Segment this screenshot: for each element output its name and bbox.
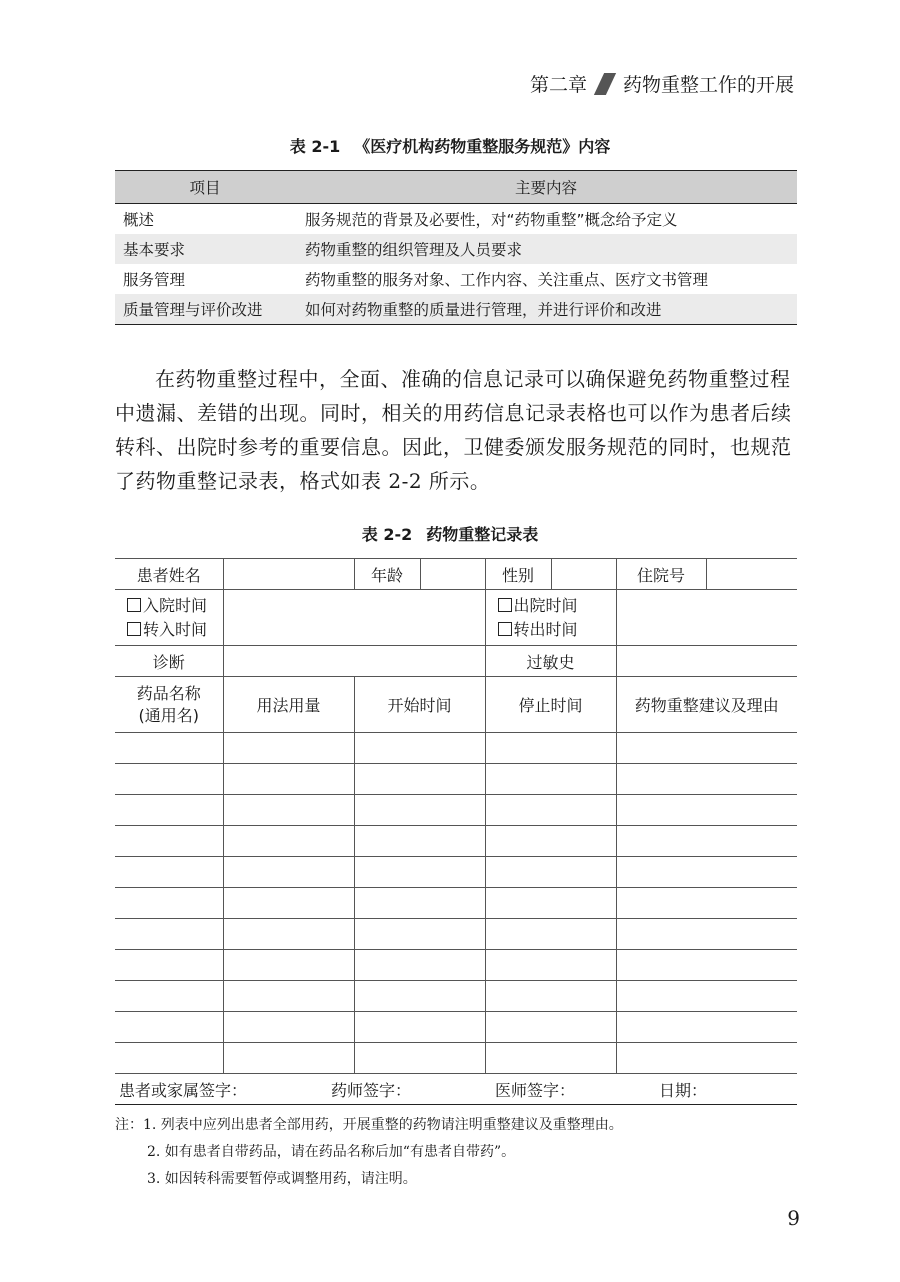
- drug-cell[interactable]: [616, 888, 797, 919]
- drug-cell[interactable]: [354, 1043, 485, 1074]
- table-row: [115, 1012, 797, 1043]
- drug-cell[interactable]: [616, 795, 797, 826]
- drug-cell[interactable]: [115, 857, 223, 888]
- sign-date-label: 日期：: [658, 1080, 707, 1100]
- drug-cell[interactable]: [485, 826, 616, 857]
- label-allergy: 过敏史: [485, 646, 616, 677]
- label-patient-name: 患者姓名: [115, 559, 223, 590]
- table2-caption-no: 表 2-2: [361, 525, 413, 544]
- table1-cell: 服务规范的背景及必要性，对“药物重整”概念给予定义: [305, 211, 678, 229]
- drug-cell[interactable]: [485, 919, 616, 950]
- drug-cell[interactable]: [223, 795, 354, 826]
- drug-cell[interactable]: [115, 764, 223, 795]
- drug-cell[interactable]: [115, 733, 223, 764]
- signature-cell: [115, 1074, 797, 1105]
- col-drug-name-line2: (通用名): [138, 705, 199, 725]
- discharge-transfer-checks: [485, 590, 616, 646]
- drug-cell[interactable]: [223, 950, 354, 981]
- drug-cell[interactable]: [485, 1012, 616, 1043]
- table-notes: [115, 1112, 623, 1193]
- field-diagnosis[interactable]: [223, 646, 485, 677]
- diagnosis-row: [115, 646, 797, 677]
- drug-cell[interactable]: [354, 919, 485, 950]
- admit-time-checkbox[interactable]: [127, 598, 141, 612]
- drug-cell[interactable]: [616, 764, 797, 795]
- drug-cell[interactable]: [616, 857, 797, 888]
- table1-caption-no: 表 2-1: [289, 137, 341, 156]
- drug-cell[interactable]: [616, 950, 797, 981]
- table2-caption-title: 药物重整记录表: [426, 525, 539, 544]
- drug-cell[interactable]: [616, 1043, 797, 1074]
- field-age[interactable]: [420, 559, 485, 590]
- chapter-label: 第二章: [529, 74, 587, 96]
- drug-cell[interactable]: [616, 981, 797, 1012]
- drug-cell[interactable]: [485, 857, 616, 888]
- table1-caption: [0, 134, 900, 157]
- transfer-in-checkbox[interactable]: [127, 622, 141, 636]
- drug-cell[interactable]: [485, 795, 616, 826]
- drug-cell[interactable]: [223, 888, 354, 919]
- drug-cell[interactable]: [223, 733, 354, 764]
- table-row: [115, 981, 797, 1012]
- note-line: 3. 如因转科需要暂停或调整用药，请注明。: [147, 1171, 417, 1187]
- field-discharge-time[interactable]: [616, 590, 797, 646]
- drug-cell[interactable]: [354, 981, 485, 1012]
- table-row: [115, 950, 797, 981]
- drug-cell[interactable]: [354, 795, 485, 826]
- label-age: 年龄: [354, 559, 420, 590]
- field-gender[interactable]: [551, 559, 616, 590]
- table1-cell: 概述: [123, 211, 155, 229]
- table-row: [115, 919, 797, 950]
- table1-caption-title: 《医疗机构药物重整服务规范》内容: [354, 137, 611, 156]
- field-admit-time[interactable]: [223, 590, 485, 646]
- drug-cell[interactable]: [115, 826, 223, 857]
- drug-cell[interactable]: [223, 919, 354, 950]
- label-transfer-out-time: 转出时间: [513, 619, 578, 639]
- table1-cell: 如何对药物重整的质量进行管理，并进行评价和改进: [295, 294, 797, 325]
- discharge-time-checkbox[interactable]: [498, 598, 512, 612]
- table-row: [115, 795, 797, 826]
- table-row: [115, 204, 797, 235]
- label-hospital-no: 住院号: [616, 559, 706, 590]
- table-row: [115, 234, 797, 264]
- drug-cell[interactable]: [485, 733, 616, 764]
- col-header-start: 开始时间: [354, 677, 485, 733]
- drug-cell[interactable]: [223, 1043, 354, 1074]
- table-row: [115, 1043, 797, 1074]
- field-hospital-no[interactable]: [706, 559, 797, 590]
- table-row: [115, 764, 797, 795]
- table-row: [115, 294, 797, 325]
- label-admit-time: 入院时间: [143, 595, 208, 615]
- sign-patient-label: 患者或家属签字：: [119, 1080, 248, 1100]
- drug-cell[interactable]: [223, 1012, 354, 1043]
- transfer-out-checkbox[interactable]: [498, 622, 512, 636]
- col-header-drug-name: [115, 677, 223, 733]
- col-drug-name-line1: 药品名称: [136, 683, 201, 703]
- page-number: 9: [787, 1206, 800, 1230]
- col-header-usage: 用法用量: [223, 677, 354, 733]
- label-gender: 性别: [485, 559, 551, 590]
- table-row: [115, 888, 797, 919]
- paragraph-text: 在药物重整过程中，全面、准确的信息记录可以确保避免药物重整过程中遗漏、差错的出现。同时，相关的用药信息记录表格也可以作为患者后续转科、出院时参考的重要信息。因此，卫健委颁发服务规范的同时，也规范了药物重整记录表，格式如表 2-2 所示。: [115, 367, 792, 493]
- patient-info-row: [115, 559, 797, 590]
- label-transfer-in-time: 转入时间: [143, 619, 208, 639]
- body-paragraph: [115, 362, 805, 498]
- drug-cell[interactable]: [616, 733, 797, 764]
- drug-cell[interactable]: [223, 764, 354, 795]
- table-row: [115, 264, 797, 294]
- admit-transfer-checks: [115, 590, 223, 646]
- drug-header-row: [115, 677, 797, 733]
- drug-cell[interactable]: [354, 950, 485, 981]
- drug-cell[interactable]: [485, 950, 616, 981]
- sign-doctor-label: 医师签字：: [494, 1080, 575, 1100]
- drug-cell[interactable]: [223, 981, 354, 1012]
- drug-cell[interactable]: [354, 857, 485, 888]
- field-patient-name[interactable]: [223, 559, 354, 590]
- table1-cell: 药物重整的服务对象、工作内容、关注重点、医疗文书管理: [305, 271, 709, 289]
- drug-cell[interactable]: [485, 888, 616, 919]
- table2-caption: [0, 522, 900, 545]
- drug-cell[interactable]: [115, 888, 223, 919]
- drug-cell[interactable]: [616, 826, 797, 857]
- table1-cell: 质量管理与评价改进: [115, 294, 295, 325]
- drug-cell[interactable]: [616, 919, 797, 950]
- field-allergy[interactable]: [616, 646, 797, 677]
- drug-cell[interactable]: [223, 826, 354, 857]
- time-row: [115, 590, 797, 646]
- drug-cell[interactable]: [115, 1012, 223, 1043]
- sign-pharmacist-label: 药师签字：: [330, 1080, 411, 1100]
- drug-cell[interactable]: [115, 950, 223, 981]
- drug-cell[interactable]: [223, 857, 354, 888]
- table1-header-row: [115, 171, 797, 204]
- drug-cell[interactable]: [354, 888, 485, 919]
- drug-cell[interactable]: [354, 764, 485, 795]
- label-diagnosis: 诊断: [115, 646, 223, 677]
- note-line: 2. 如有患者自带药品，请在药品名称后加“有患者自带药”。: [147, 1144, 516, 1160]
- table1-header-item: 项目: [115, 171, 295, 204]
- drug-cell[interactable]: [354, 1012, 485, 1043]
- table-service-spec: [115, 170, 797, 325]
- drug-cell[interactable]: [485, 764, 616, 795]
- table-row: [115, 826, 797, 857]
- drug-cell[interactable]: [485, 981, 616, 1012]
- label-discharge-time: 出院时间: [513, 595, 578, 615]
- table1-header-content: 主要内容: [295, 171, 797, 204]
- table1-cell: 药物重整的组织管理及人员要求: [295, 234, 797, 264]
- col-header-stop: 停止时间: [485, 677, 616, 733]
- drug-cell[interactable]: [115, 795, 223, 826]
- drug-cell[interactable]: [354, 733, 485, 764]
- table1-cell: 基本要求: [115, 234, 295, 264]
- slash-divider: [594, 73, 616, 95]
- table-row: [115, 857, 797, 888]
- drug-cell[interactable]: [354, 826, 485, 857]
- chapter-title: 药物重整工作的开展: [622, 74, 794, 96]
- note-line: 注：1. 列表中应列出患者全部用药，开展重整的药物请注明重整建议及重整理由。: [115, 1117, 623, 1133]
- drug-cell[interactable]: [115, 981, 223, 1012]
- drug-cell[interactable]: [115, 919, 223, 950]
- table1-cell: 服务管理: [123, 271, 186, 289]
- running-header: [530, 70, 794, 97]
- drug-cell[interactable]: [115, 1043, 223, 1074]
- drug-cell[interactable]: [616, 1012, 797, 1043]
- table-row: [115, 733, 797, 764]
- col-header-advice: 药物重整建议及理由: [616, 677, 797, 733]
- table-reconciliation-record: [115, 558, 797, 1105]
- drug-cell[interactable]: [485, 1043, 616, 1074]
- signature-row: [115, 1074, 797, 1105]
